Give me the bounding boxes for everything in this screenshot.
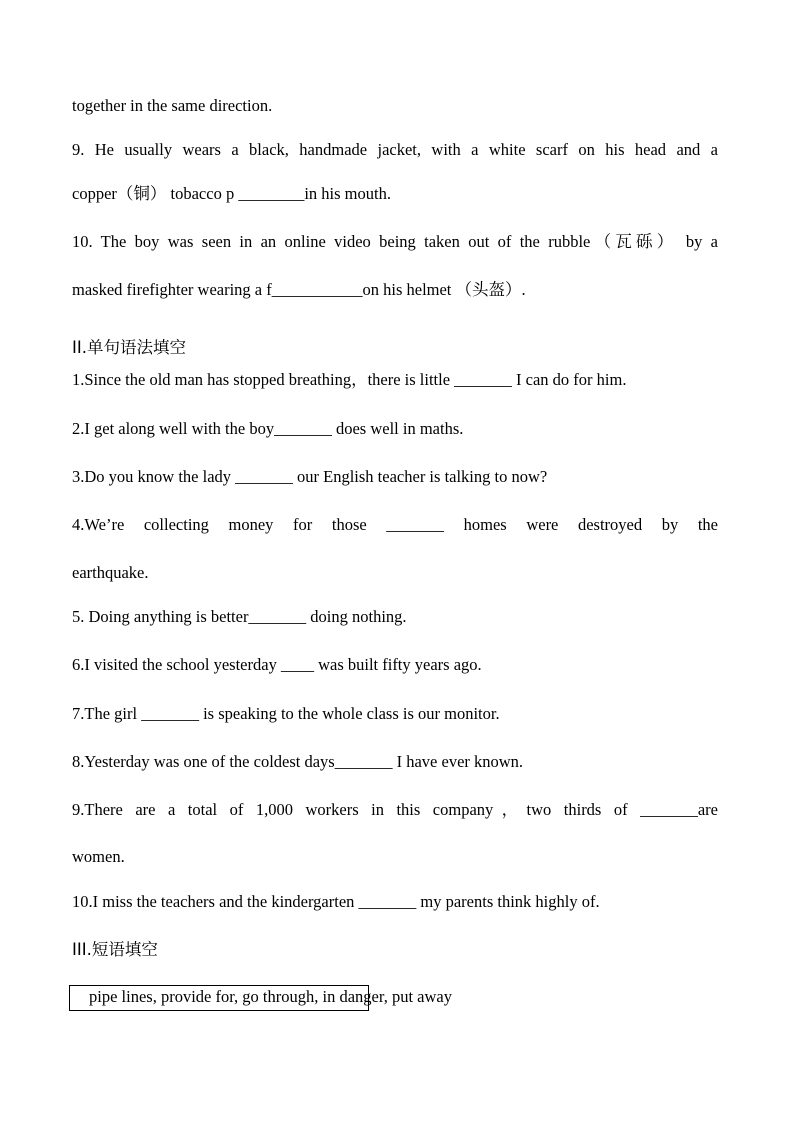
- part2-q3: 3.Do you know the lady _______ our English teacher is talking to now?: [72, 467, 548, 486]
- part1-q8-tail: together in the same direction.: [72, 96, 273, 115]
- part1-q9-line1: 9. He usually wears a black, handmade jacket, with a white scarf on his head and a: [72, 140, 718, 159]
- part2-q9-line1: 9.There are a total of 1,000 workers in this company，two thirds of _______are: [72, 800, 718, 819]
- part2-q7: 7.The girl _______ is speaking to the whole class is our monitor.: [72, 704, 500, 723]
- part2-q6: 6.I visited the school yesterday ____ was built fifty years ago.: [72, 655, 482, 674]
- part2-heading: II.单句语法填空: [72, 338, 186, 357]
- phrase-list: pipe lines, provide for, go through, in danger, put away: [89, 987, 452, 1006]
- part1-q10-line1: 10. The boy was seen in an online video being taken out of the rubble（瓦砾） by a: [72, 232, 718, 251]
- part2-q10: 10.I miss the teachers and the kindergarten _______ my parents think highly of.: [72, 892, 600, 911]
- part2-q9-line2: women.: [72, 847, 125, 866]
- part2-q4-line1: 4.We’re collecting money for those _______ homes were destroyed by the: [72, 515, 718, 534]
- part2-q4-line2: earthquake.: [72, 563, 149, 582]
- part1-q10-line2: masked firefighter wearing a f___________on his helmet （头盔）.: [72, 280, 526, 299]
- part2-q2: 2.I get along well with the boy_______ does well in maths.: [72, 419, 464, 438]
- part2-q5: 5. Doing anything is better_______ doing nothing.: [72, 607, 407, 626]
- part2-q8: 8.Yesterday was one of the coldest days_______ I have ever known.: [72, 752, 524, 771]
- part1-q9-line2: copper（铜） tobacco p ________in his mouth.: [72, 184, 391, 203]
- part3-heading: III.短语填空: [72, 940, 158, 959]
- part2-q1: 1.Since the old man has stopped breathing，there is little _______ I can do for him.: [72, 370, 627, 389]
